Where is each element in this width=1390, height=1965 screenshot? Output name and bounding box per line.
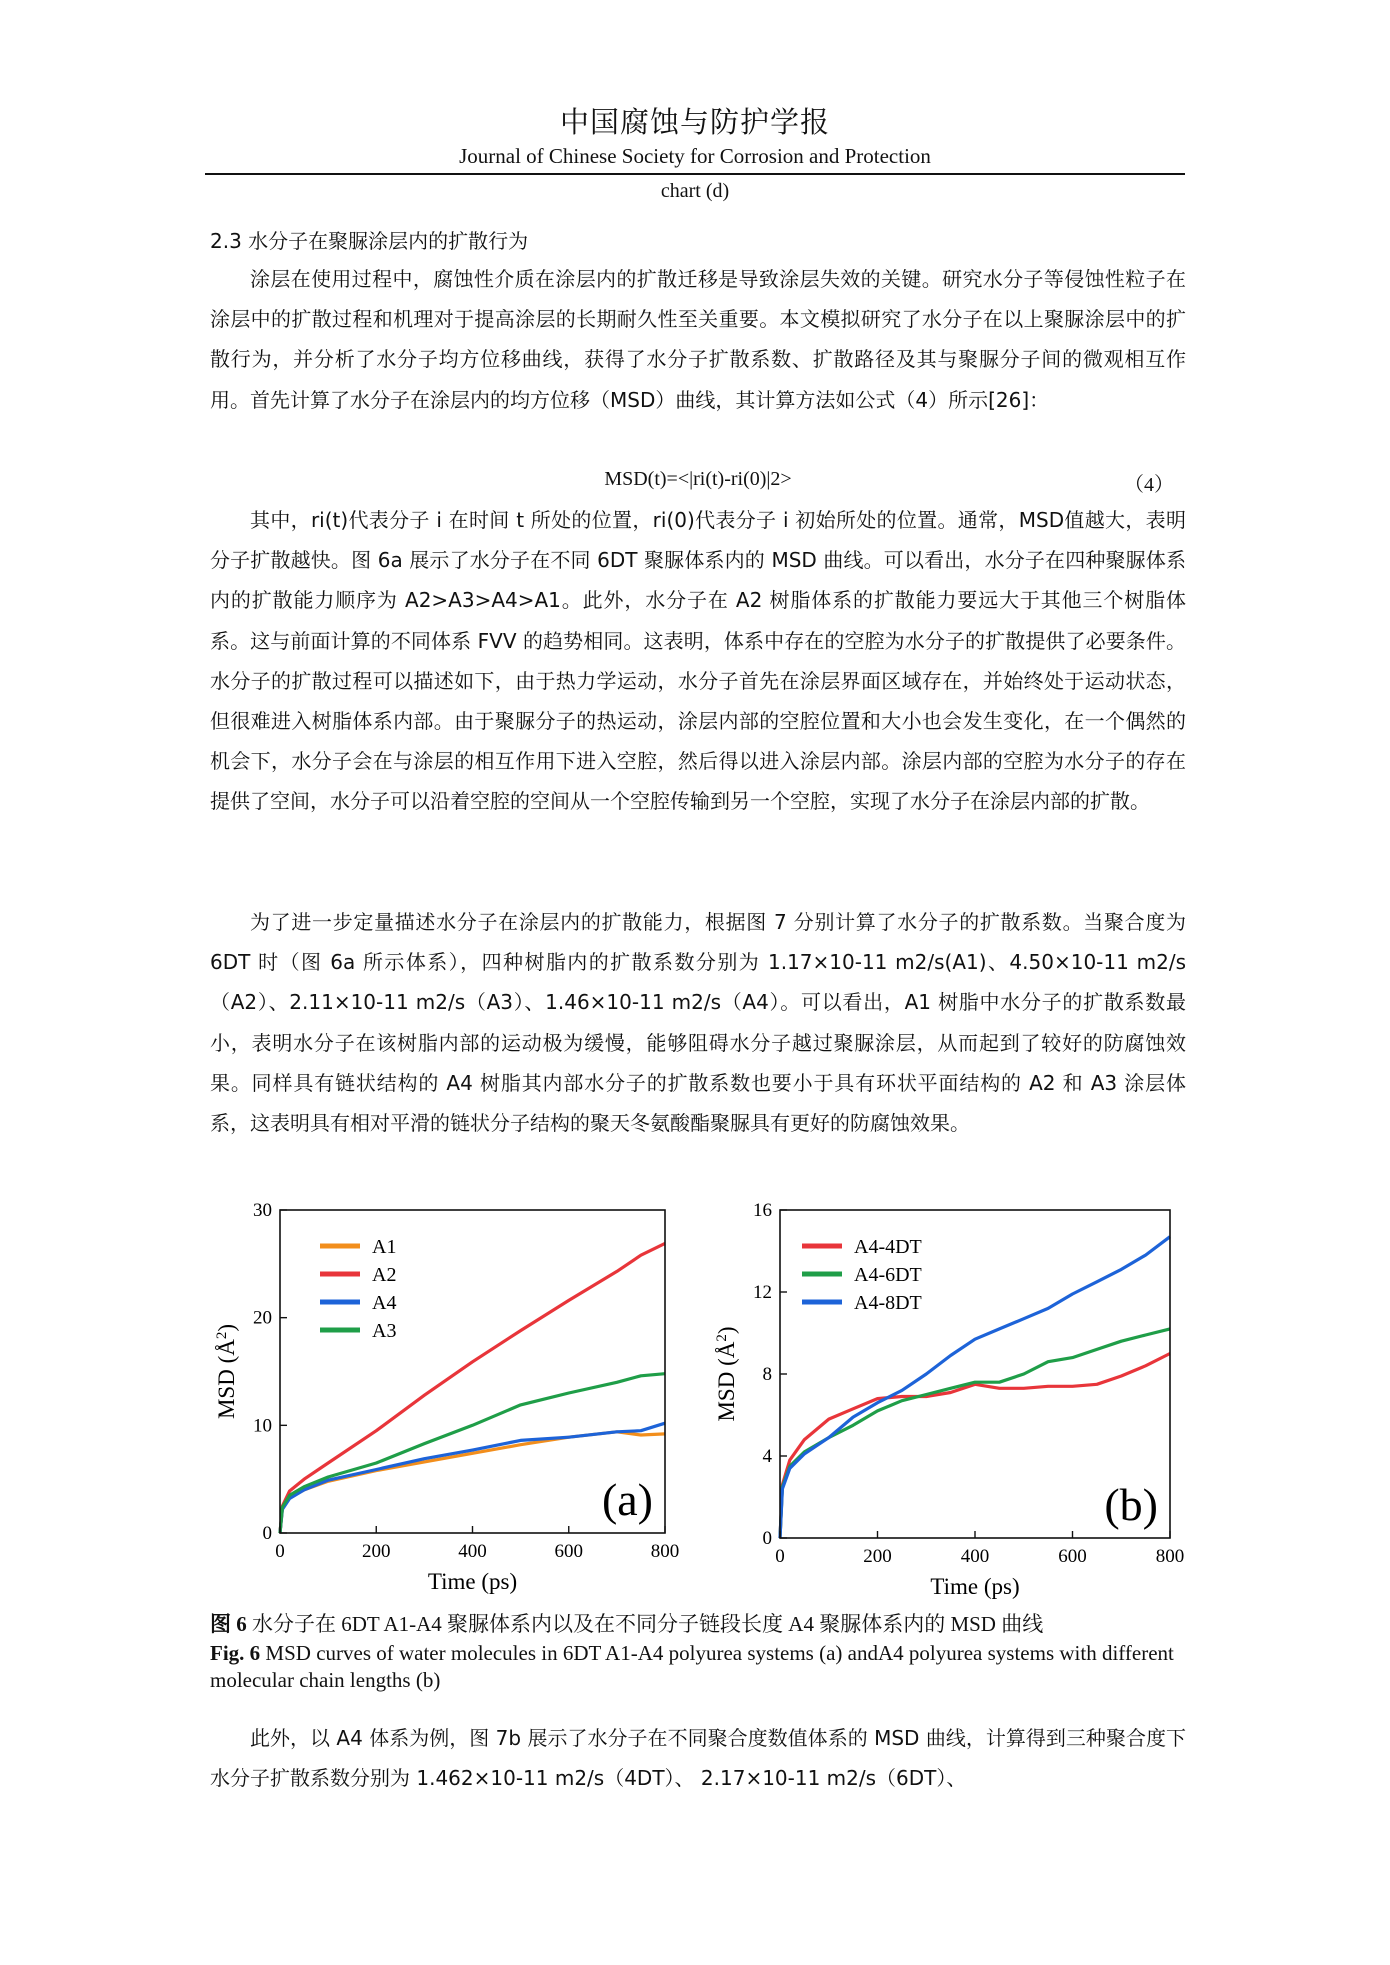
y-tick-label: 20 [253, 1307, 272, 1329]
y-tick-label: 16 [753, 1200, 772, 1221]
paragraph-3: 为了进一步定量描述水分子在涂层内的扩散能力，根据图 7 分别计算了水分子的扩散系数。当聚合度为 6DT 时（图 6a 所示体系），四种树脂内的扩散系数分别为 1.17×10-11 m2/s(A1)、4.50×10-11 m2/s（A2）、2.11×10-11 m2/s（A3）、1.46×10-11 m2/s（A4）。可以看出，A1 树脂中水分子的扩散系数最小，表明水分子在该树脂内部的运动极为缓慢，能够阻碍水分子越过聚脲涂层，从而起到了较好的防腐蚀效果。同样具有链状结构的 A4 树脂其内部水分子的扩散系数也要小于具有环状平面结构的 A2 和 A3 涂层体系，这表明具有相对平滑的链状分子结构的聚天冬氨酸酯聚脲具有更好的防腐蚀效果。 [210, 910, 1186, 1136]
figure-panel-a [210, 1185, 680, 1600]
caption-text-en: MSD curves of water molecules in 6DT A1-A4 polyurea systems (a) andA4 polyurea systems with different molecular chain lengths (b) [210, 1641, 1174, 1692]
paragraph-2: 其中，ri(t)代表分子 i 在时间 t 所处的位置，ri(0)代表分子 i 初始所处的位置。通常，MSD值越大，表明分子扩散越快。图 6a 展示了水分子在不同 6DT 聚脲体系内的 MSD 曲线。可以看出，水分子在四种聚脲体系内的扩散能力顺序为 A2>A3>A4>A1。此外，水分子在 A2 树脂体系的扩散能力要远大于其他三个树脂体系。这与前面计算的不同体系 FVV 的趋势相同。这表明，体系中存在的空腔为水分子的扩散提供了必要条件。水分子的扩散过程可以描述如下，由于热力学运动，水分子首先在涂层界面区域存在，并始终处于运动状态，但很难进入树脂体系内部。由于聚脲分子的热运动，涂层内部的空腔位置和大小也会发生变化，在一个偶然的机会下，水分子会在与涂层的相互作用下进入空腔，然后得以进入涂层内部。涂层内部的空腔为水分子的存在提供了空间，水分子可以沿着空腔的空间从一个空腔传输到另一个空腔，实现了水分子在涂层内部的扩散。 [210, 508, 1186, 814]
equation-expression: MSD(t)=<|ri(t)-ri(0)|2> [604, 468, 792, 490]
msd-chart-a [210, 1185, 680, 1600]
y-tick-label: 8 [762, 1364, 772, 1385]
msd-chart-b [700, 1185, 1185, 1600]
top-label: chart (d) [660, 180, 730, 202]
section-title: 2.3 水分子在聚脲涂层内的扩散行为 [210, 229, 529, 253]
x-tick-label: 0 [275, 1541, 285, 1562]
equation-number: （4） [1124, 474, 1174, 496]
caption-text-cn: 水分子在 6DT A1-A4 聚脲体系内以及在不同分子链段长度 A4 聚脲体系内的 MSD 曲线 [252, 1612, 1044, 1636]
caption-label-en: Fig. 6 [210, 1641, 261, 1665]
x-tick-label: 200 [863, 1546, 892, 1567]
x-tick-label: 800 [650, 1541, 680, 1562]
legend-entry: A4 [372, 1292, 397, 1314]
panel-label: (b) [1104, 1479, 1158, 1530]
legend-entry: A4-6DT [854, 1264, 922, 1286]
legend-entry: A3 [372, 1320, 397, 1342]
x-tick-label: 800 [1155, 1546, 1185, 1567]
x-tick-label: 400 [458, 1541, 487, 1562]
figure-panel-b [700, 1185, 1185, 1600]
x-tick-label: 400 [960, 1546, 990, 1567]
legend-entry: A4-4DT [854, 1236, 922, 1258]
x-tick-label: 200 [362, 1541, 391, 1562]
legend-entry: A4-8DT [854, 1292, 922, 1314]
paragraph-1: 涂层在使用过程中，腐蚀性介质在涂层内的扩散迁移是导致涂层失效的关键。研究水分子等侵蚀性粒子在涂层中的扩散过程和机理对于提高涂层的长期耐久性至关重要。本文模拟研究了水分子在以上聚脲涂层中的扩散行为，并分析了水分子均方位移曲线，获得了水分子扩散系数、扩散路径及其与聚脲分子间的微观相互作用。首先计算了水分子在涂层内的均方位移（MSD）曲线，其计算方法如公式（4）所示[26]： [210, 267, 1186, 412]
x-tick-label: 0 [775, 1546, 785, 1567]
header-rule [205, 173, 1185, 175]
y-tick-label: 30 [253, 1200, 272, 1221]
y-axis-label: MSD $(Å^2)$ [714, 1326, 739, 1422]
journal-title-en: Journal of Chinese Society for Corrosion and Protection [459, 144, 931, 168]
figure-caption-en [210, 1640, 1186, 1694]
x-axis-label: Time (ps) [930, 1574, 1020, 1599]
caption-label-cn: 图 6 [210, 1612, 247, 1636]
x-axis-label: Time (ps) [427, 1569, 518, 1594]
y-tick-label: 10 [253, 1415, 272, 1437]
y-tick-label: 0 [762, 1528, 772, 1549]
panel-label: (a) [601, 1474, 653, 1525]
y-axis-label: MSD $(Å^2)$ [214, 1323, 239, 1420]
journal-title-cn: 中国腐蚀与防护学报 [559, 105, 830, 139]
legend-entry: A2 [372, 1264, 397, 1286]
figure-caption-cn [210, 1608, 1186, 1638]
y-tick-label: 0 [262, 1523, 272, 1544]
legend-entry: A1 [372, 1236, 397, 1258]
paragraph-4: 此外，以 A4 体系为例，图 7b 展示了水分子在不同聚合度数值体系的 MSD 曲线，计算得到三种聚合度下水分子扩散系数分别为 1.462×10-11 m2/s（4DT）、 2.17×10-11 m2/s（6DT）、 [210, 1726, 1186, 1791]
x-tick-label: 600 [554, 1541, 583, 1562]
y-tick-label: 4 [762, 1446, 772, 1467]
x-tick-label: 600 [1058, 1546, 1087, 1567]
y-tick-label: 12 [753, 1282, 772, 1303]
